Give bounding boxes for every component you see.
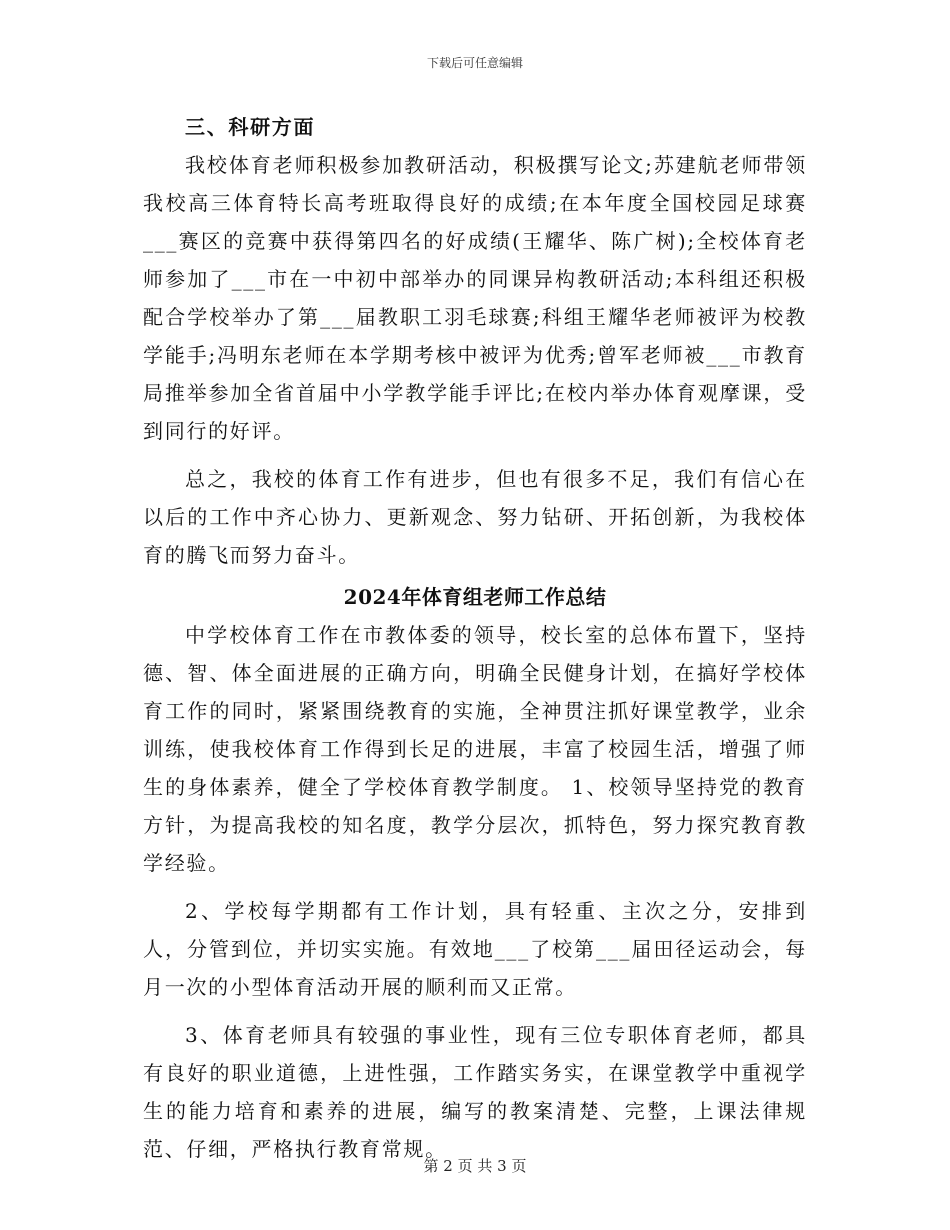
document-body — [143, 108, 807, 1168]
paragraph-item-2: 2、学校每学期都有工作计划，具有轻重、主次之分，安排到人，分管到位，并切实实施。有效地___了校第___届田径运动会，每月一次的小型体育活动开展的顺利而又正常。 — [143, 899, 807, 999]
page-indicator: 第 2 页 共 3 页 — [423, 1157, 527, 1175]
section-heading-research: 三、科研方面 — [185, 115, 316, 139]
document-title: 2024年体育组老师工作总结 — [343, 585, 607, 609]
paragraph-item-3: 3、体育老师具有较强的事业性，现有三位专职体育老师，都具有良好的职业道德，上进性强，工作踏实务实，在课堂教学中重视学生的能力培育和素养的进展，编写的教案清楚、完整，上课法律规范、仔细，严格执行教育常规。 — [143, 1023, 807, 1161]
paragraph-intro: 中学校体育工作在市教体委的领导，校长室的总体布置下，坚持德、智、体全面进展的正确方向，明确全民健身计划，在搞好学校体育工作的同时，紧紧围绕教育的实施，全神贯注抓好课堂教学，业余训练，使我校体育工作得到长足的进展，丰富了校园生活，增强了师生的身体素养，健全了学校体育教学制度。 1、校领导坚持党的教育方针，为提高我校的知名度，教学分层次，抓特色，努力探究教育教学经验。 — [143, 623, 807, 875]
paragraph-conclusion: 总之，我校的体育工作有进步，但也有很多不足，我们有信心在以后的工作中齐心协力、更新观念、努力钻研、开拓创新，为我校体育的腾飞而努力奋斗。 — [143, 467, 807, 567]
paragraph-research: 我校体育老师积极参加教研活动，积极撰写论文;苏建航老师带领我校高三体育特长高考班取得良好的成绩;在本年度全国校园足球赛___赛区的竞赛中获得第四名的好成绩(王耀华、陈广树);全校体育老师参加了___市在一中初中部举办的同课异构教研活动;本科组还积极配合学校举办了第___届教职工羽毛球赛;科组王耀华老师被评为校教学能手;冯明东老师在本学期考核中被评为优秀;曾军老师被___市教育局推举参加全省首届中小学教学能手评比;在校内举办体育观摩课，受到同行的好评。 — [143, 153, 807, 443]
header-note: 下载后可任意编辑 — [426, 56, 523, 70]
